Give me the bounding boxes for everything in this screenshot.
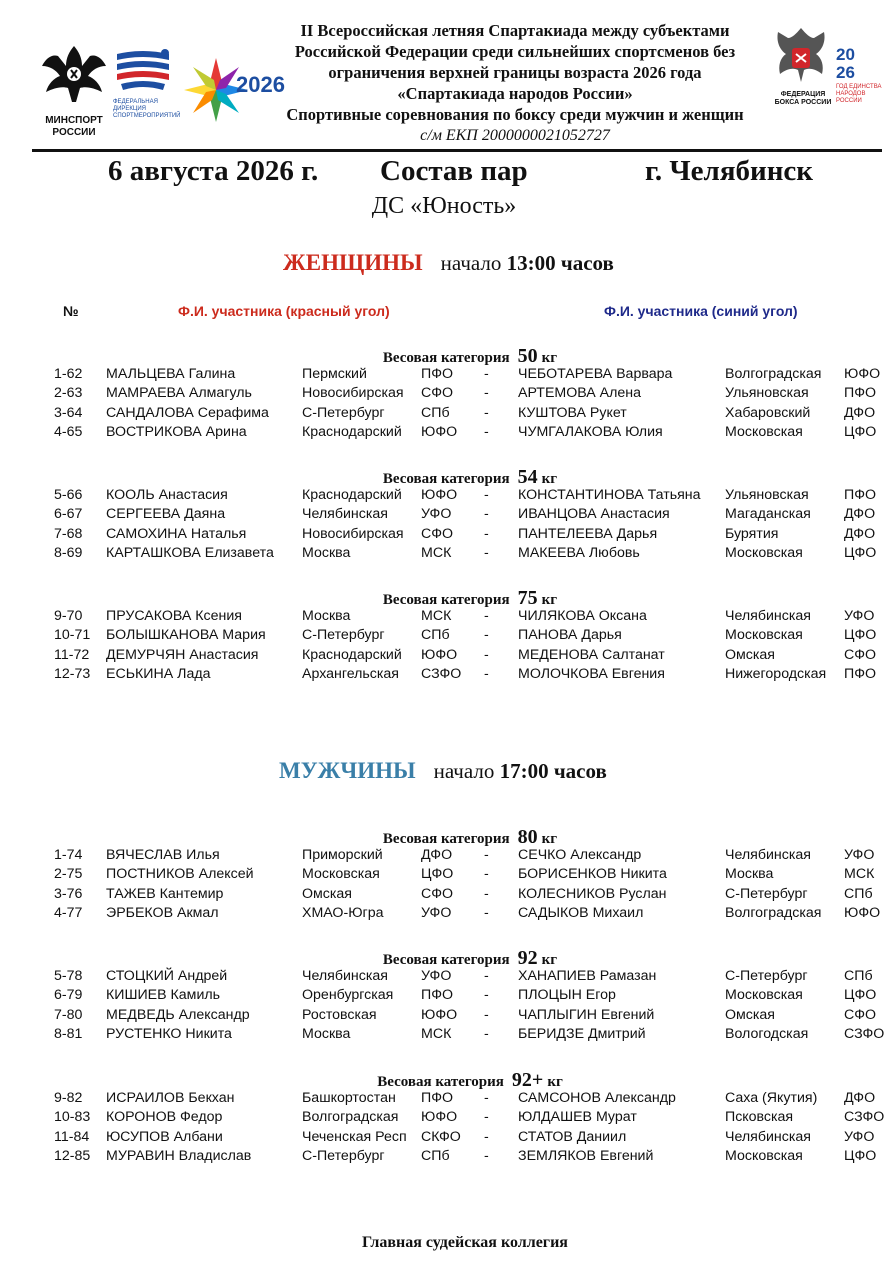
blue-corner-name: КУШТОВА Рукет <box>518 404 627 421</box>
blue-corner-district: ЦФО <box>844 545 877 562</box>
red-corner-region: Московская <box>302 866 380 883</box>
blue-corner-region: Хабаровский <box>725 404 811 421</box>
bout-row <box>0 608 888 627</box>
men-title: МУЖЧИНЫ <box>279 758 416 783</box>
blue-corner-region: Ульяновская <box>725 385 809 402</box>
blue-corner-name: ЧАПЛЫГИН Евгений <box>518 1006 655 1023</box>
red-corner-region: Пермский <box>302 366 367 382</box>
event-city: г. Челябинск <box>645 155 814 187</box>
blue-corner-district: СЗФО <box>844 1109 885 1126</box>
blue-corner-region: Ульяновская <box>725 487 809 503</box>
red-corner-name: КОРОНОВ Федор <box>106 1109 223 1126</box>
red-corner-district: ЮФО <box>421 1109 458 1126</box>
red-corner-region: Москва <box>302 545 351 562</box>
weight-category-header <box>0 947 888 970</box>
blue-corner-name: КОНСТАНТИНОВА Татьяна <box>518 487 701 503</box>
unity-year-number: 20 26 <box>836 45 855 82</box>
blue-corner-region: Московская <box>725 1148 803 1165</box>
bout-row <box>0 647 888 666</box>
event-header <box>255 20 775 146</box>
blue-corner-name: САДЫКОВ Михаил <box>518 905 644 922</box>
blue-corner-name: ЧИЛЯКОВА Оксана <box>518 608 647 624</box>
vs-dash: - <box>484 487 489 503</box>
blue-corner-region: Омская <box>725 646 775 663</box>
red-corner-name: СЕРГЕЕВА Даяна <box>106 506 226 523</box>
blue-corner-district: УФО <box>844 1128 875 1145</box>
federation-emblem-icon <box>770 24 832 86</box>
red-corner-name: ВОСТРИКОВА Арина <box>106 424 247 441</box>
vs-dash: - <box>484 666 489 683</box>
bout-number: 7-80 <box>54 1006 83 1023</box>
blue-corner-name: БОРИСЕНКОВ Никита <box>518 866 667 883</box>
red-corner-name: МАМРАЕВА Алмагуль <box>106 385 252 402</box>
weight-category-header <box>0 1069 888 1092</box>
fdsr-emblem-icon <box>113 48 173 94</box>
bout-number: 10-83 <box>54 1109 91 1126</box>
red-corner-district: СПб <box>421 627 450 644</box>
bout-number: 11-84 <box>54 1128 90 1145</box>
blue-corner-name: ЧЕБОТАРЕВА Варвара <box>518 366 673 382</box>
blue-corner-name: ИВАНЦОВА Анастасия <box>518 506 670 523</box>
blue-corner-region: С-Петербург <box>725 968 808 984</box>
red-corner-region: Архангельская <box>302 666 399 683</box>
bout-number: 6-79 <box>54 987 83 1004</box>
weight-category-label: Весовая категория <box>382 471 510 487</box>
red-corner-region: Оренбургская <box>302 987 394 1004</box>
red-corner-district: ПФО <box>421 1090 454 1106</box>
red-corner-region: Челябинская <box>302 968 388 984</box>
weight-category-value: 92+ <box>511 1069 544 1091</box>
bout-number: 4-65 <box>54 424 83 441</box>
vs-dash: - <box>484 1026 489 1043</box>
weight-category-header <box>0 466 888 489</box>
red-corner-name: МЕДВЕДЬ Александр <box>106 1006 250 1023</box>
blue-corner-name: МАКЕЕВА Любовь <box>518 545 640 562</box>
red-corner-district: УФО <box>421 905 452 922</box>
column-red-corner-header: Ф.И. участника (красный угол) <box>178 303 390 319</box>
unity-year-logo <box>836 46 886 120</box>
men-start-time: 17:00 часов <box>499 759 607 783</box>
boxing-federation-logo <box>770 24 836 116</box>
bout-row <box>0 627 888 646</box>
ekp-number: с/м ЕКП 2000000021052727 <box>420 127 610 144</box>
weight-category-value: 75 <box>517 587 538 609</box>
fdsr-logo <box>113 48 179 128</box>
bout-row <box>0 666 888 685</box>
blue-corner-name: ЧУМГАЛАКОВА Юлия <box>518 424 663 441</box>
blue-corner-district: СПб <box>844 885 873 902</box>
blue-corner-district: УФО <box>844 847 875 863</box>
blue-corner-region: Московская <box>725 545 803 562</box>
spartakiada-year: 2026 <box>236 72 285 97</box>
bout-row <box>0 1148 888 1167</box>
red-corner-district: СФО <box>421 525 454 542</box>
bout-number: 3-76 <box>54 885 83 902</box>
event-venue: ДС «Юность» <box>371 193 517 219</box>
red-corner-district: УФО <box>421 968 452 984</box>
vs-dash: - <box>484 1148 489 1165</box>
bout-row <box>0 424 888 443</box>
bout-row <box>0 987 888 1006</box>
red-corner-district: СФО <box>421 385 454 402</box>
bout-row <box>0 545 888 564</box>
red-corner-district: СПб <box>421 404 450 421</box>
weight-category-value: 50 <box>517 345 538 367</box>
red-corner-name: РУСТЕНКО Никита <box>106 1026 232 1043</box>
blue-corner-district: ДФО <box>844 506 876 523</box>
red-corner-name: ПОСТНИКОВ Алексей <box>106 866 254 883</box>
blue-corner-name: ХАНАПИЕВ Рамазан <box>518 968 657 984</box>
bout-row <box>0 1026 888 1045</box>
red-corner-name: КАРТАШКОВА Елизавета <box>106 545 274 562</box>
bout-row <box>0 1109 888 1128</box>
bout-row <box>0 1129 888 1148</box>
red-corner-district: ЮФО <box>421 646 458 663</box>
vs-dash: - <box>484 424 489 441</box>
men-section-header <box>279 758 607 784</box>
red-corner-name: ДЕМУРЧЯН Анастасия <box>106 646 259 663</box>
fdsr-logo-text: ФЕДЕРАЛЬНАЯ ДИРЕКЦИЯ СПОРТМЕРОПРИЯТИЙ <box>113 99 181 119</box>
judges-panel: Главная судейская коллегия <box>362 1234 568 1251</box>
blue-corner-district: ЦФО <box>844 424 877 441</box>
red-corner-region: Москва <box>302 1026 351 1043</box>
red-corner-region: Приморский <box>302 847 383 863</box>
weight-category-unit: кг <box>547 1074 563 1090</box>
red-corner-district: УФО <box>421 506 452 523</box>
red-corner-name: КИШИЕВ Камиль <box>106 987 221 1004</box>
vs-dash: - <box>484 1090 489 1106</box>
red-corner-region: Краснодарский <box>302 424 402 441</box>
red-corner-name: ЭРБЕКОВ Акмал <box>106 905 219 922</box>
red-corner-district: СФО <box>421 885 454 902</box>
header-line-1: II Всероссийская летняя Спартакиада между субъектами <box>300 21 730 40</box>
blue-corner-district: ЦФО <box>844 987 877 1004</box>
red-corner-district: ЮФО <box>421 487 458 503</box>
blue-corner-region: Волгоградская <box>725 905 822 922</box>
bout-number: 12-73 <box>54 666 91 683</box>
vs-dash: - <box>484 366 489 382</box>
bout-row <box>0 968 888 987</box>
red-corner-district: ЦФО <box>421 866 454 883</box>
bout-number: 1-62 <box>54 366 83 382</box>
header-line-3: ограничения верхней границы возраста 2026 года <box>328 63 702 82</box>
red-corner-region: Омская <box>302 885 352 902</box>
red-corner-region: Москва <box>302 608 351 624</box>
weight-category-value: 80 <box>517 826 538 848</box>
bout-number: 2-63 <box>54 385 83 402</box>
blue-corner-district: СФО <box>844 1006 877 1023</box>
blue-corner-region: Москва <box>725 866 774 883</box>
minsport-logo-text: МИНСПОРТ РОССИИ <box>45 115 103 138</box>
weight-category-label: Весовая категория <box>382 831 510 847</box>
vs-dash: - <box>484 404 489 421</box>
vs-dash: - <box>484 1109 489 1126</box>
bout-number: 2-75 <box>54 866 83 883</box>
column-blue-corner-header: Ф.И. участника (синий угол) <box>604 303 798 319</box>
blue-corner-region: Московская <box>725 627 803 644</box>
bout-number: 5-78 <box>54 968 83 984</box>
blue-corner-region: Челябинская <box>725 608 811 624</box>
women-section-header <box>283 250 614 276</box>
header-divider <box>32 149 882 152</box>
bout-row <box>0 526 888 545</box>
men-start-label: начало <box>433 759 495 783</box>
bout-row <box>0 385 888 404</box>
blue-corner-name: СЕЧКО Александр <box>518 847 642 863</box>
document-title: Состав пар <box>380 155 528 187</box>
header-line-2: Российской Федерации среди сильнейших спортсменов без <box>294 42 736 61</box>
red-corner-district: МСК <box>421 545 452 562</box>
bout-row <box>0 506 888 525</box>
red-corner-region: Новосибирская <box>302 385 404 402</box>
blue-corner-region: Челябинская <box>725 847 811 863</box>
bout-number: 1-74 <box>54 847 83 863</box>
vs-dash: - <box>484 905 489 922</box>
header-line-5: Спортивные соревнования по боксу среди мужчин и женщин <box>286 105 744 124</box>
blue-corner-region: Нижегородская <box>725 666 827 683</box>
blue-corner-region: Магаданская <box>725 506 811 523</box>
red-corner-name: ТАЖЕВ Кантемир <box>106 885 224 902</box>
red-corner-region: Челябинская <box>302 506 388 523</box>
vs-dash: - <box>484 987 489 1004</box>
bout-number: 10-71 <box>54 627 91 644</box>
blue-corner-district: МСК <box>844 866 875 883</box>
blue-corner-region: Московская <box>725 987 803 1004</box>
red-corner-name: ЮСУПОВ Албани <box>106 1128 223 1145</box>
weight-category-label: Весовая категория <box>377 1074 504 1090</box>
blue-corner-name: ЮЛДАШЕВ Мурат <box>518 1109 637 1126</box>
header-line-4: «Спартакиада народов России» <box>397 84 633 103</box>
bout-row <box>0 886 888 905</box>
red-corner-district: ЮФО <box>421 1006 458 1023</box>
blue-corner-region: Бурятия <box>725 525 779 542</box>
weight-category-header <box>0 587 888 610</box>
vs-dash: - <box>484 627 489 644</box>
red-corner-region: ХМАО-Югра <box>302 905 384 922</box>
vs-dash: - <box>484 866 489 883</box>
vs-dash: - <box>484 545 489 562</box>
weight-category-label: Весовая категория <box>382 592 510 608</box>
women-title: ЖЕНЩИНЫ <box>283 250 423 275</box>
vs-dash: - <box>484 385 489 402</box>
bout-row <box>0 405 888 424</box>
blue-corner-region: Челябинская <box>725 1128 811 1145</box>
blue-corner-region: Волгоградская <box>725 366 822 382</box>
blue-corner-name: ПАНТЕЛЕЕВА Дарья <box>518 525 658 542</box>
weight-category-value: 92 <box>517 947 538 969</box>
blue-corner-region: Саха (Якутия) <box>725 1090 818 1106</box>
vs-dash: - <box>484 968 489 984</box>
red-corner-region: С-Петербург <box>302 404 385 421</box>
boxing-federation-text: ФЕДЕРАЦИЯ БОКСА РОССИИ <box>774 91 832 106</box>
bout-number: 11-72 <box>54 646 90 663</box>
weight-category-unit: кг <box>541 350 558 366</box>
bout-number: 8-69 <box>54 545 83 562</box>
weight-category-unit: кг <box>541 471 558 487</box>
blue-corner-name: ПАНОВА Дарья <box>518 627 622 644</box>
blue-corner-name: ЗЕМЛЯКОВ Евгений <box>518 1148 654 1165</box>
red-corner-district: СЗФО <box>421 666 462 683</box>
red-corner-name: МАЛЬЦЕВА Галина <box>106 366 236 382</box>
women-start-label: начало <box>440 251 502 275</box>
blue-corner-district: ПФО <box>844 487 877 503</box>
red-corner-name: САНДАЛОВА Серафима <box>106 404 269 421</box>
red-corner-name: ИСРАИЛОВ Бекхан <box>106 1090 235 1106</box>
bout-row <box>0 366 888 385</box>
women-start-time: 13:00 часов <box>506 251 614 275</box>
blue-corner-name: АРТЕМОВА Алена <box>518 385 642 402</box>
weight-category-header <box>0 345 888 368</box>
red-corner-name: ЕСЬКИНА Лада <box>106 666 211 683</box>
red-corner-name: БОЛЫШКАНОВА Мария <box>106 627 266 644</box>
bout-number: 7-68 <box>54 525 83 542</box>
blue-corner-district: ДФО <box>844 1090 876 1106</box>
blue-corner-region: С-Петербург <box>725 885 808 902</box>
red-corner-district: СКФО <box>421 1128 461 1145</box>
red-corner-region: Башкортостан <box>302 1090 396 1106</box>
weight-category-unit: кг <box>541 592 558 608</box>
red-corner-region: Новосибирская <box>302 525 404 542</box>
blue-corner-district: СФО <box>844 646 877 663</box>
vs-dash: - <box>484 847 489 863</box>
red-corner-region: Ростовская <box>302 1006 377 1023</box>
red-corner-name: МУРАВИН Владислав <box>106 1148 252 1165</box>
blue-corner-region: Псковская <box>725 1109 794 1126</box>
red-corner-region: С-Петербург <box>302 1148 385 1165</box>
blue-corner-name: ПЛОЦЫН Егор <box>518 987 616 1004</box>
bout-number: 12-85 <box>54 1148 91 1165</box>
red-corner-district: МСК <box>421 1026 452 1043</box>
red-corner-region: С-Петербург <box>302 627 385 644</box>
minsport-logo <box>36 38 112 138</box>
blue-corner-district: ЦФО <box>844 1148 877 1165</box>
bout-number: 9-82 <box>54 1090 83 1106</box>
red-corner-name: ВЯЧЕСЛАВ Илья <box>106 847 220 863</box>
weight-category-header <box>0 826 888 849</box>
red-corner-name: КООЛЬ Анастасия <box>106 487 228 503</box>
weight-category-label: Весовая категория <box>382 952 510 968</box>
weight-category-label: Весовая категория <box>382 350 510 366</box>
red-corner-region: Краснодарский <box>302 646 402 663</box>
blue-corner-region: Омская <box>725 1006 775 1023</box>
blue-corner-name: БЕРИДЗЕ Дмитрий <box>518 1026 646 1043</box>
red-corner-name: ПРУСАКОВА Ксения <box>106 608 242 624</box>
blue-corner-district: ПФО <box>844 385 877 402</box>
red-corner-district: ПФО <box>421 987 454 1004</box>
event-date: 6 августа 2026 г. <box>108 155 319 187</box>
red-corner-region: Волгоградская <box>302 1109 399 1126</box>
blue-corner-district: ДФО <box>844 404 876 421</box>
bout-row <box>0 487 888 506</box>
unity-year-text: ГОД ЕДИНСТВА НАРОДОВ РОССИИ <box>836 84 882 104</box>
blue-corner-district: СЗФО <box>844 1026 885 1043</box>
red-corner-district: СПб <box>421 1148 450 1165</box>
bout-row <box>0 847 888 866</box>
blue-corner-district: УФО <box>844 608 875 624</box>
bout-number: 6-67 <box>54 506 83 523</box>
bout-number: 5-66 <box>54 487 83 503</box>
red-corner-district: МСК <box>421 608 452 624</box>
blue-corner-district: ЮФО <box>844 905 881 922</box>
bout-row <box>0 1090 888 1109</box>
bout-number: 8-81 <box>54 1026 83 1043</box>
blue-corner-district: ПФО <box>844 666 877 683</box>
red-corner-district: ДФО <box>421 847 453 863</box>
red-corner-region: Краснодарский <box>302 487 402 503</box>
blue-corner-region: Вологодская <box>725 1026 809 1043</box>
bout-row <box>0 905 888 924</box>
bout-number: 3-64 <box>54 404 83 421</box>
blue-corner-region: Московская <box>725 424 803 441</box>
blue-corner-district: ДФО <box>844 525 876 542</box>
red-corner-district: ЮФО <box>421 424 458 441</box>
blue-corner-district: ЮФО <box>844 366 881 382</box>
blue-corner-name: КОЛЕСНИКОВ Руслан <box>518 885 667 902</box>
blue-corner-name: МОЛОЧКОВА Евгения <box>518 666 665 683</box>
blue-corner-name: СТАТОВ Даниил <box>518 1128 627 1145</box>
bout-number: 4-77 <box>54 905 83 922</box>
vs-dash: - <box>484 506 489 523</box>
vs-dash: - <box>484 1006 489 1023</box>
blue-corner-district: ЦФО <box>844 627 877 644</box>
blue-corner-name: МЕДЕНОВА Салтанат <box>518 646 665 663</box>
weight-category-value: 54 <box>517 466 538 488</box>
vs-dash: - <box>484 608 489 624</box>
vs-dash: - <box>484 525 489 542</box>
red-corner-region: Чеченская Респ <box>302 1128 407 1145</box>
column-number-header: № <box>63 303 79 319</box>
blue-corner-name: САМСОНОВ Александр <box>518 1090 676 1106</box>
vs-dash: - <box>484 885 489 902</box>
vs-dash: - <box>484 1128 489 1145</box>
eagle-emblem-icon <box>36 38 112 108</box>
bout-number: 9-70 <box>54 608 83 624</box>
bout-row <box>0 866 888 885</box>
red-corner-district: ПФО <box>421 366 454 382</box>
red-corner-name: САМОХИНА Наталья <box>106 525 247 542</box>
bout-row <box>0 1007 888 1026</box>
weight-category-unit: кг <box>541 831 558 847</box>
red-corner-name: СТОЦКИЙ Андрей <box>106 968 228 984</box>
vs-dash: - <box>484 646 489 663</box>
blue-corner-district: СПб <box>844 968 873 984</box>
weight-category-unit: кг <box>541 952 558 968</box>
